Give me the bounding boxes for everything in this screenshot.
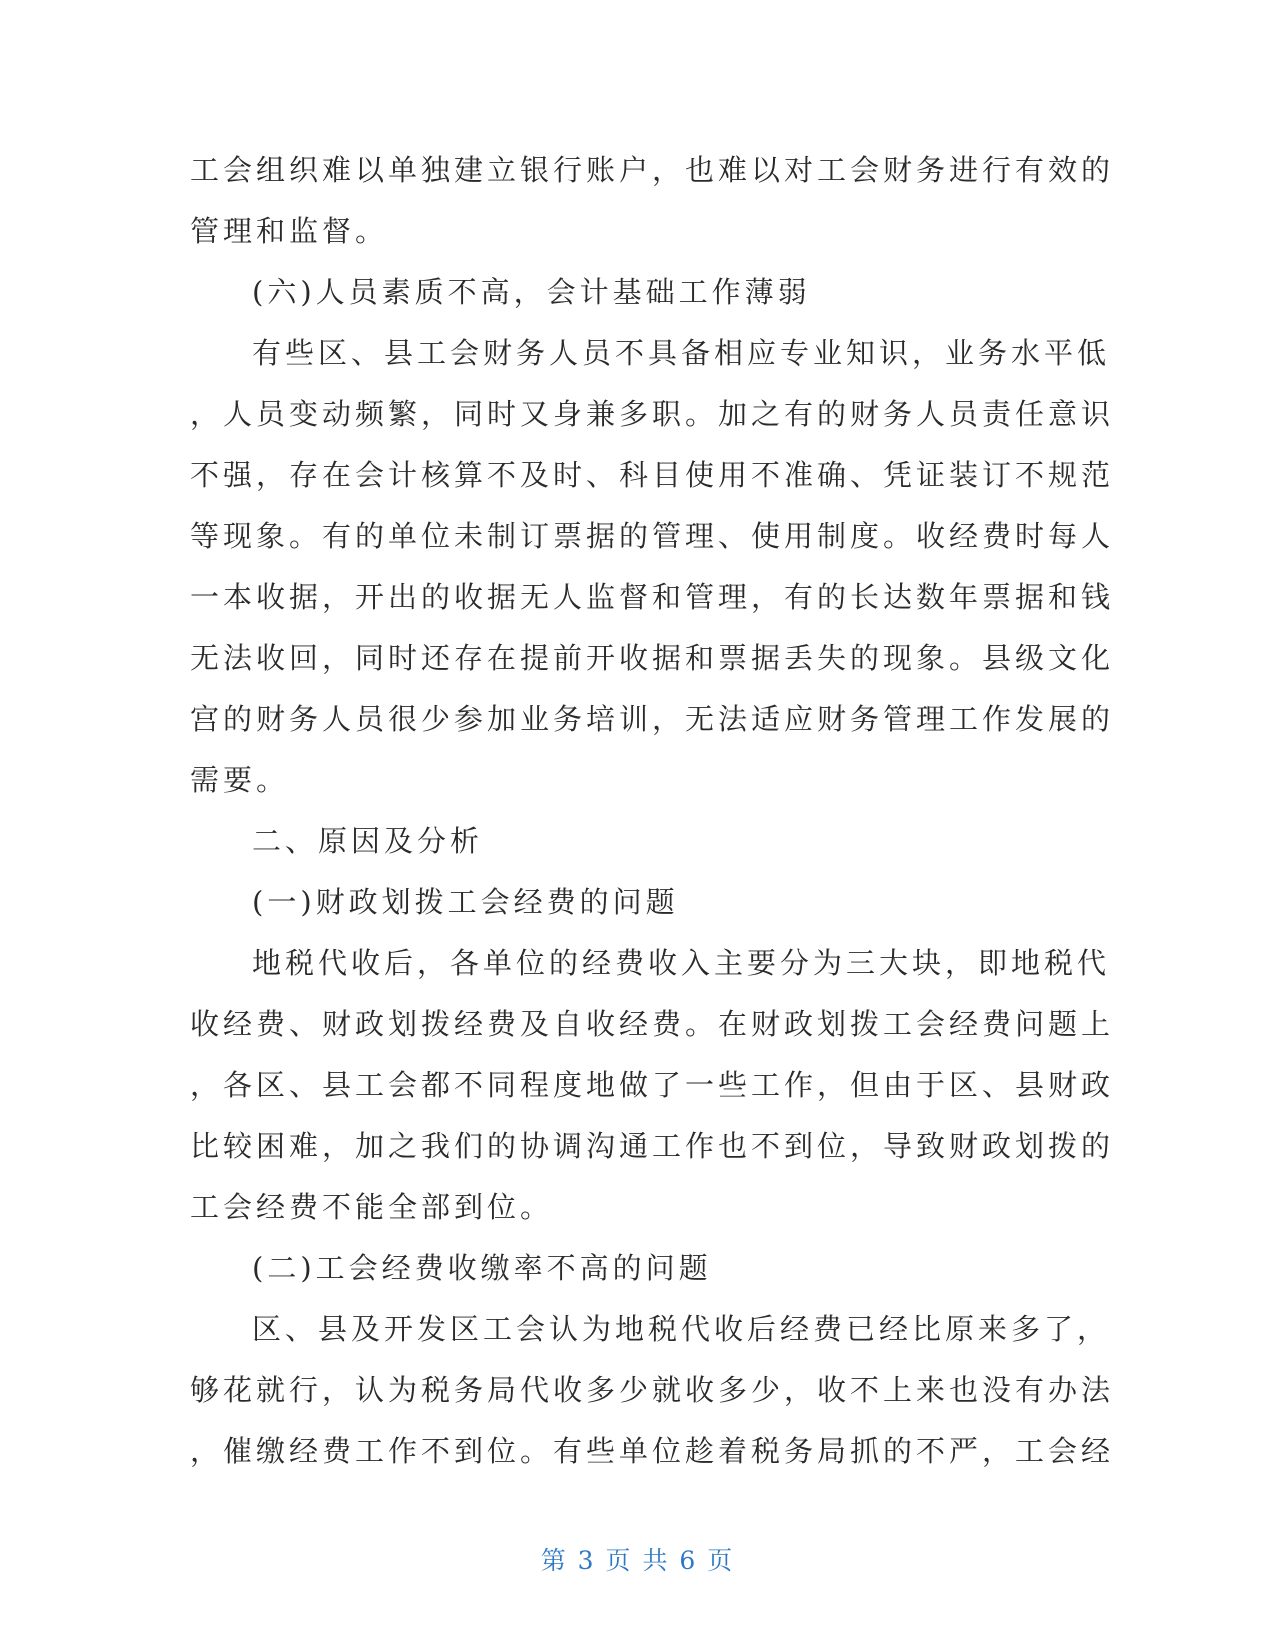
body-line: 比较困难，加之我们的协调沟通工作也不到位，导致财政划拨的 (190, 1129, 1115, 1163)
body-line: 不强，存在会计核算不及时、科目使用不准确、凭证装订不规范 (190, 458, 1115, 492)
section-heading: (一)财政划拨工会经费的问题 (252, 885, 679, 919)
section-heading: 二、原因及分析 (252, 824, 484, 858)
body-line: ，催缴经费工作不到位。有些单位趁着税务局抓的不严，工会经 (190, 1434, 1115, 1468)
body-line: 管理和监督。 (190, 214, 389, 248)
body-line: 够花就行，认为税务局代收多少就收多少，收不上来也没有办法 (190, 1373, 1115, 1407)
section-heading: (二)工会经费收缴率不高的问题 (252, 1251, 712, 1285)
section-heading: (六)人员素质不高，会计基础工作薄弱 (252, 275, 811, 309)
body-line: 收经费、财政划拨经费及自收经费。在财政划拨工会经费问题上 (190, 1007, 1115, 1041)
body-line: 一本收据，开出的收据无人监督和管理，有的长达数年票据和钱 (190, 580, 1115, 614)
body-line: ，各区、县工会都不同程度地做了一些工作，但由于区、县财政 (190, 1068, 1115, 1102)
body-line: 区、县及开发区工会认为地税代收后经费已经比原来多了， (252, 1312, 1111, 1346)
body-line: 有些区、县工会财务人员不具备相应专业知识，业务水平低 (252, 336, 1111, 370)
document-body (190, 140, 1115, 1482)
page-number-footer: 第 3 页 共 6 页 (540, 1546, 735, 1575)
body-line: 工会经费不能全部到位。 (190, 1190, 554, 1224)
body-line: 地税代收后，各单位的经费收入主要分为三大块，即地税代 (252, 946, 1111, 980)
body-line: 等现象。有的单位未制订票据的管理、使用制度。收经费时每人 (190, 519, 1115, 553)
body-line: 无法收回，同时还存在提前开收据和票据丢失的现象。县级文化 (190, 641, 1115, 675)
body-line: 宫的财务人员很少参加业务培训，无法适应财务管理工作发展的 (190, 702, 1115, 736)
body-line: 需要。 (190, 763, 290, 797)
body-line: 工会组织难以单独建立银行账户，也难以对工会财务进行有效的 (190, 153, 1115, 187)
body-line: ，人员变动频繁，同时又身兼多职。加之有的财务人员责任意识 (190, 397, 1115, 431)
